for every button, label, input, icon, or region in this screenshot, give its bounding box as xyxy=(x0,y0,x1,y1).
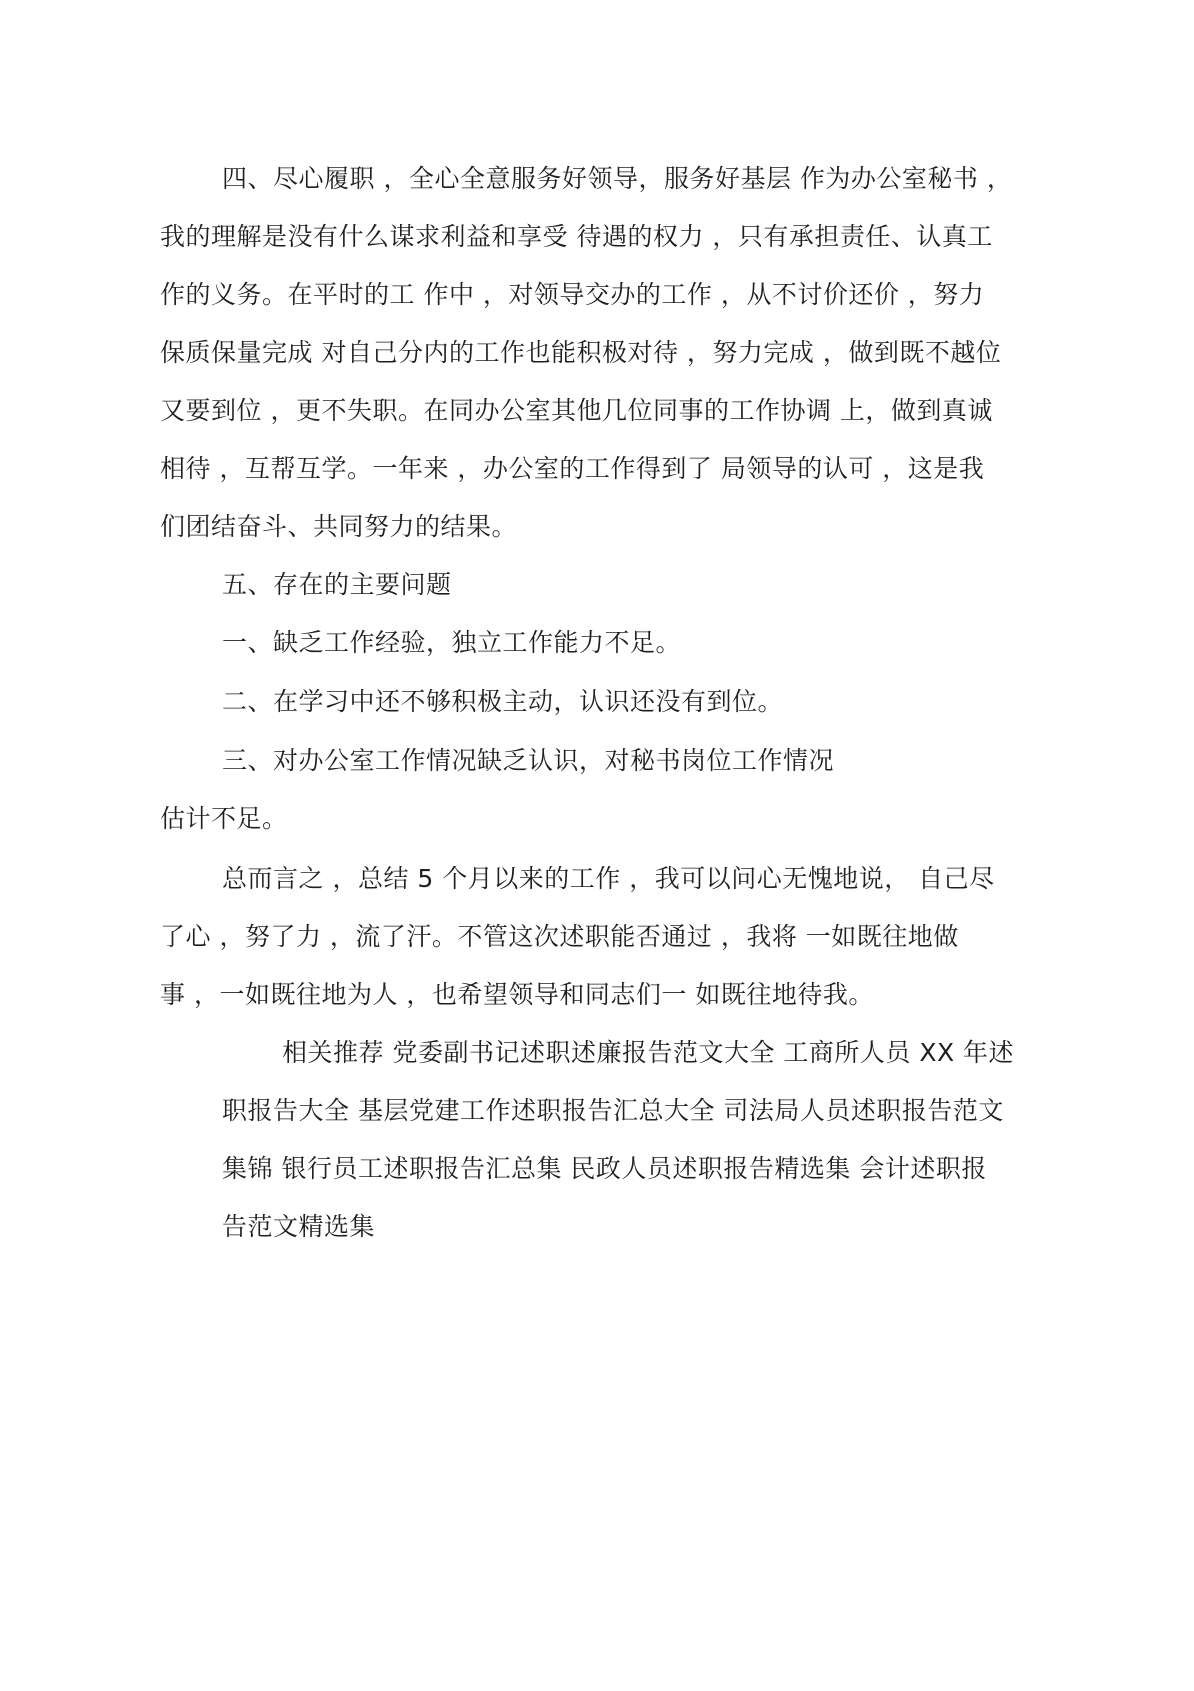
text-line: 保质保量完成 对自己分内的工作也能积极对待 ，努力完成 ，做到既不越位 xyxy=(160,338,1002,367)
text-line: 我的理解是没有什么谋求利益和享受 待遇的权力 ，只有承担责任、认真工 xyxy=(160,222,993,251)
text-line: 职报告大全 基层党建工作述职报告汇总大全 司法局人员述职报告范文 xyxy=(222,1096,1004,1125)
text-line: 作的义务。在平时的工 作中 ，对领导交办的工作 ，从不讨价还价 ，努力 xyxy=(160,280,985,309)
text-line: 相待 ，互帮互学。一年来 ，办公室的工作得到了 局领导的认可 ，这是我 xyxy=(160,454,985,483)
text-line: 四、尽心履职 ，全心全意服务好领导，服务好基层 作为办公室秘书 ， xyxy=(222,164,1013,193)
problem-item-1: 一、缺乏工作经验，独立工作能力不足。 xyxy=(222,628,682,657)
text-line: 又要到位 ，更不失职。在同办公室其他几位同事的工作协调 上，做到真诚 xyxy=(160,396,993,425)
text-line: 三、对办公室工作情况缺乏认识，对秘书岗位工作情况 xyxy=(222,746,835,775)
problem-item-2: 二、在学习中还不够积极主动，认识还没有到位。 xyxy=(222,687,784,716)
text-line: 们团结奋斗、共同努力的结果。 xyxy=(160,512,518,541)
heading-problems: 五、存在的主要问题 xyxy=(222,570,452,599)
text-line: 相关推荐 党委副书记述职述廉报告范文大全 工商所人员 XX 年述 xyxy=(282,1038,1015,1067)
text-line: 了心 ，努了力 ，流了汗。不管这次述职能否通过 ，我将 一如既往地做 xyxy=(160,922,959,951)
text-line: 集锦 银行员工述职报告汇总集 民政人员述职报告精选集 会计述职报 xyxy=(222,1154,987,1183)
text-line: 总而言之 ，总结 5 个月以来的工作 ，我可以问心无愧地说， 自己尽 xyxy=(222,864,995,893)
text-line: 估计不足。 xyxy=(160,804,288,833)
text-line: 事 ，一如既往地为人 ，也希望领导和同志们一 如既往地待我。 xyxy=(160,980,874,1009)
text-line: 告范文精选集 xyxy=(222,1212,376,1241)
